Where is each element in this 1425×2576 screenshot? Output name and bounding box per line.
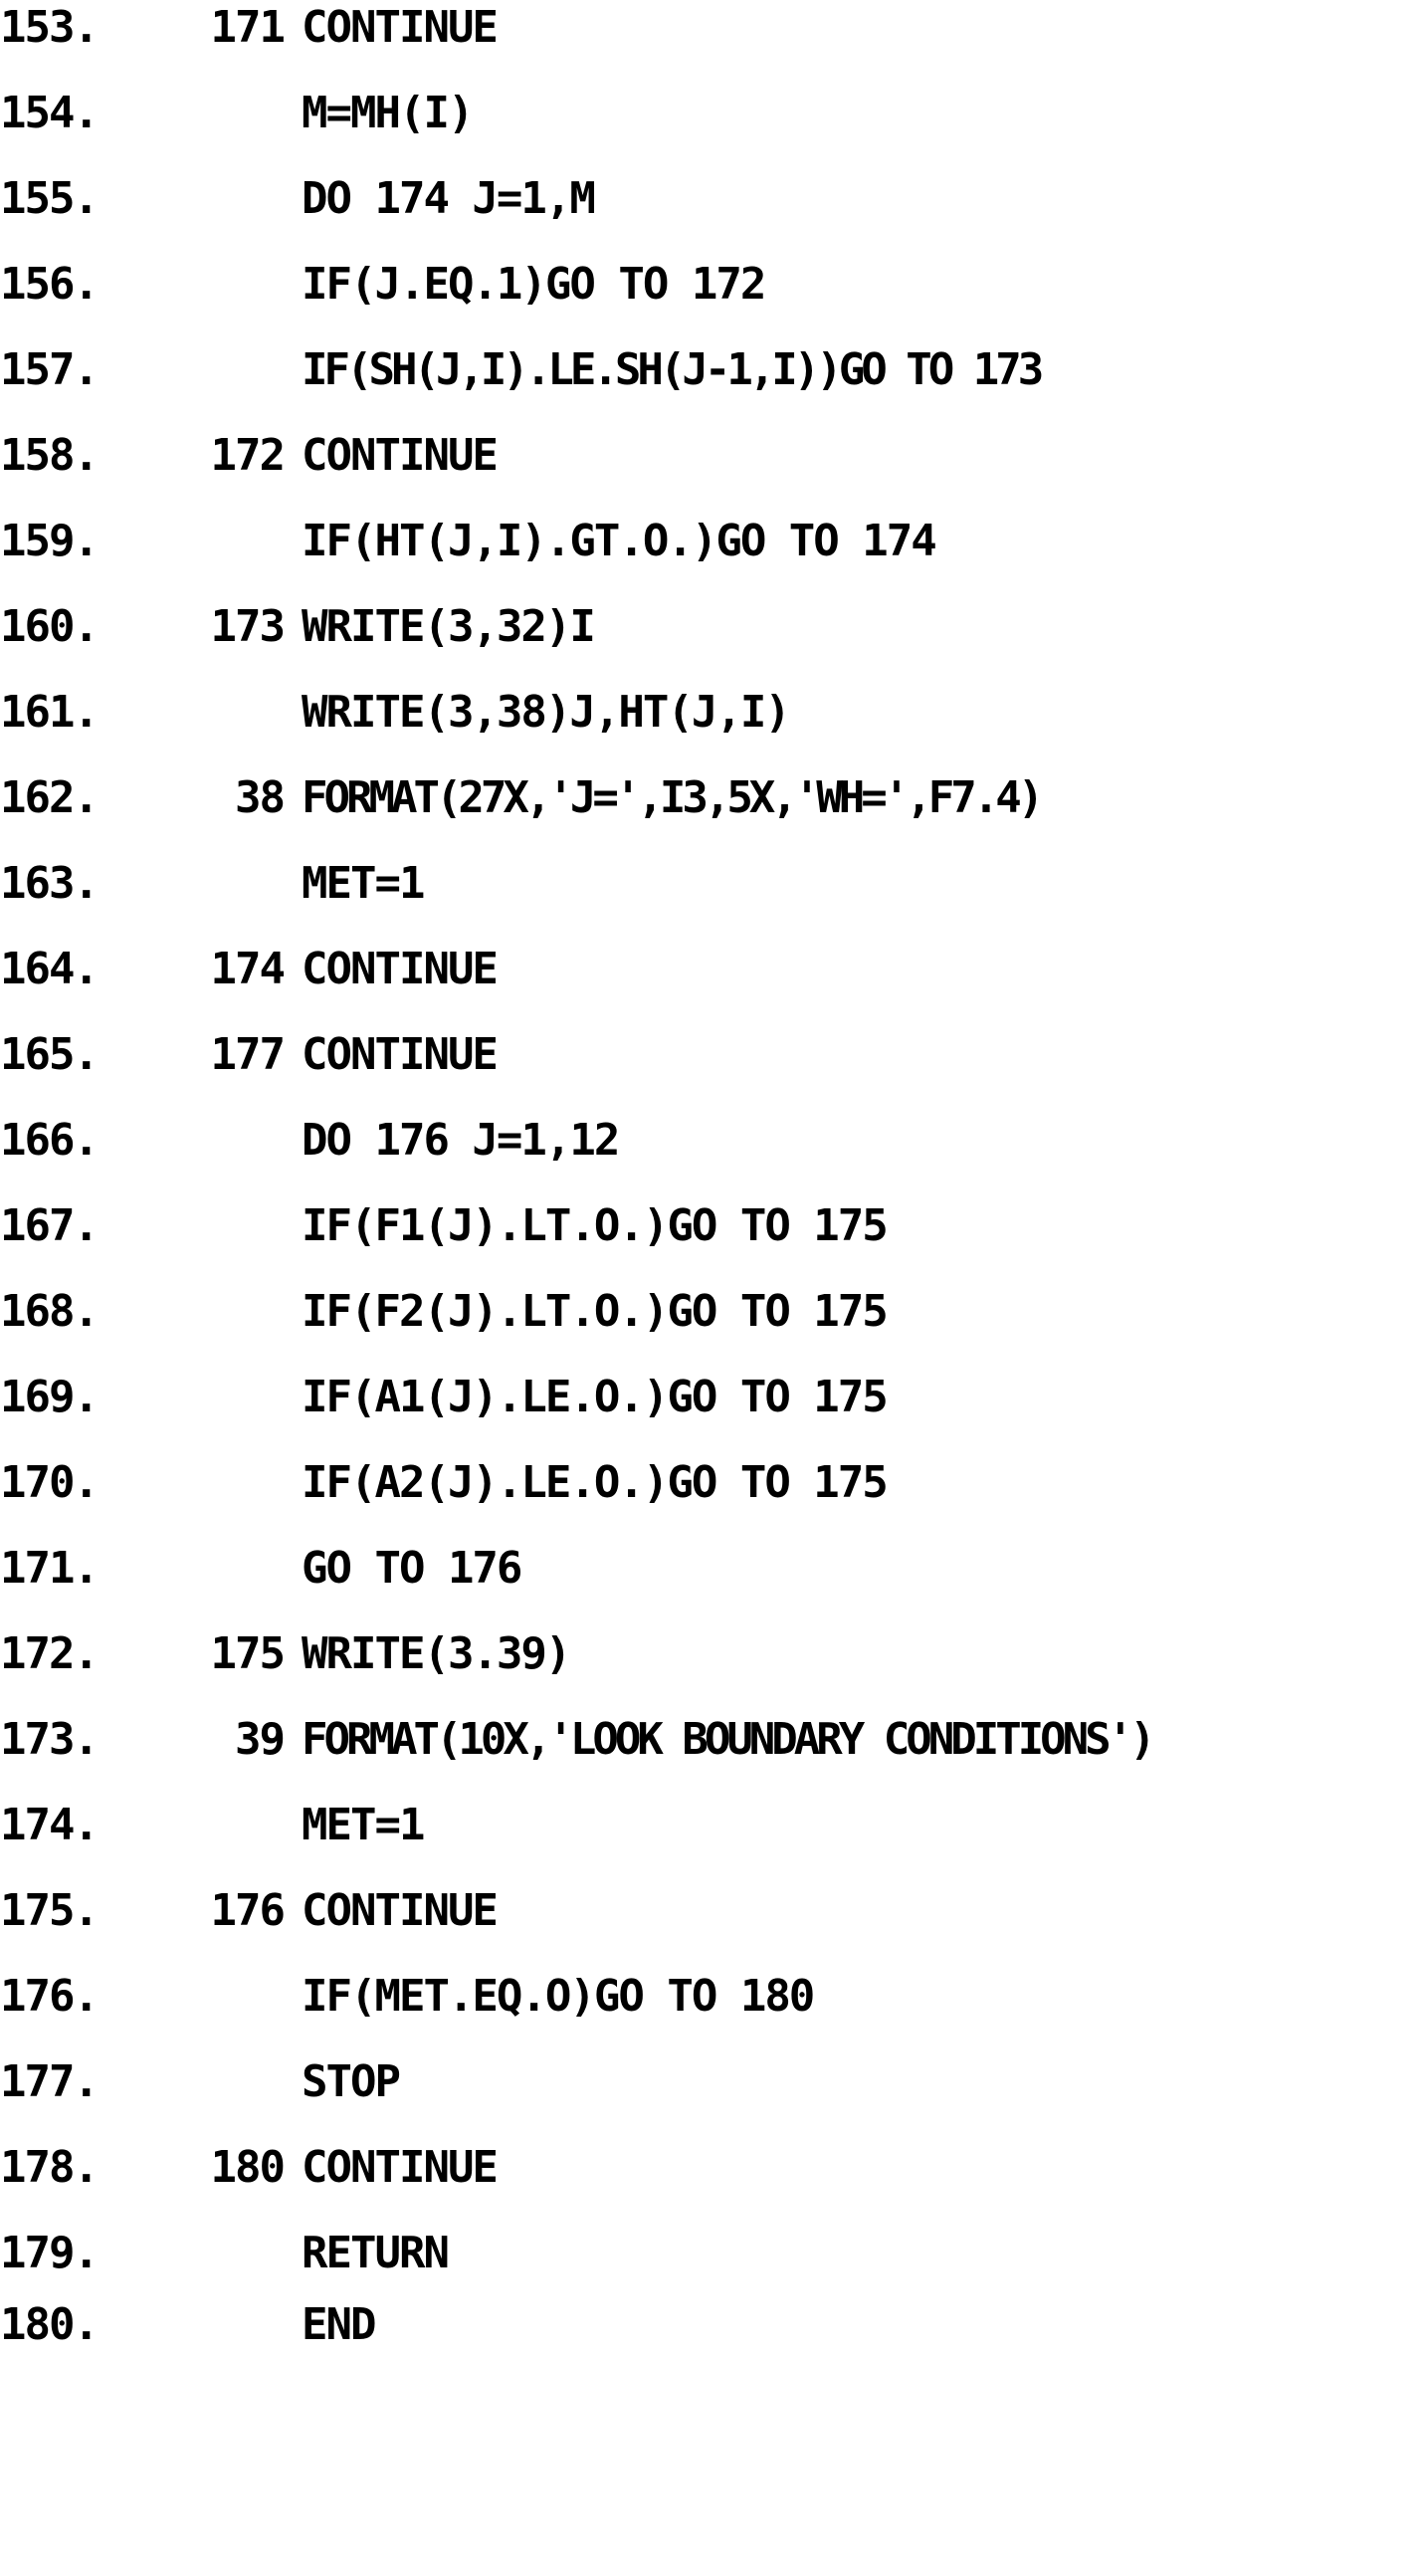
code-line xyxy=(0,2297,1425,2353)
fortran-statement: MET=1 xyxy=(302,1800,424,1850)
line-number: 179. xyxy=(0,2228,98,2278)
code-line xyxy=(0,1198,1425,1284)
fortran-statement: GO TO 176 xyxy=(302,1543,521,1594)
code-line xyxy=(0,1027,1425,1113)
fortran-statement: IF(HT(J,I).GT.O.)GO TO 174 xyxy=(302,516,935,566)
code-line xyxy=(0,856,1425,942)
fortran-statement: RETURN xyxy=(302,2228,448,2278)
code-line xyxy=(0,1284,1425,1370)
fortran-statement: FORMAT(27X,'J=',I3,5X,'WH=',F7.4) xyxy=(302,772,1041,823)
code-line xyxy=(0,1798,1425,1883)
line-number: 167. xyxy=(0,1200,98,1251)
line-number: 160. xyxy=(0,601,98,652)
code-line xyxy=(0,685,1425,770)
line-number: 157. xyxy=(0,344,98,395)
statement-label: 171 xyxy=(210,2,284,53)
statement-label: 38 xyxy=(235,772,284,823)
line-number: 155. xyxy=(0,173,98,224)
fortran-statement: DO 176 J=1,12 xyxy=(302,1115,619,1166)
fortran-statement: M=MH(I) xyxy=(302,88,473,138)
code-line xyxy=(0,942,1425,1027)
fortran-statement: IF(MET.EQ.O)GO TO 180 xyxy=(302,1971,814,2022)
fortran-statement: IF(F1(J).LT.O.)GO TO 175 xyxy=(302,1200,887,1251)
fortran-statement: CONTINUE xyxy=(302,1885,497,1936)
line-number: 158. xyxy=(0,430,98,481)
fortran-statement: IF(J.EQ.1)GO TO 172 xyxy=(302,259,765,310)
statement-label: 39 xyxy=(235,1714,284,1765)
code-line xyxy=(0,0,1425,86)
line-number: 174. xyxy=(0,1800,98,1850)
line-number: 168. xyxy=(0,1286,98,1337)
fortran-statement: WRITE(3,38)J,HT(J,I) xyxy=(302,687,789,738)
fortran-statement: CONTINUE xyxy=(302,2142,497,2193)
line-number: 175. xyxy=(0,1885,98,1936)
line-number: 176. xyxy=(0,1971,98,2022)
line-number: 173. xyxy=(0,1714,98,1765)
fortran-statement: CONTINUE xyxy=(302,2,497,53)
fortran-statement: END xyxy=(302,2299,375,2350)
statement-label: 176 xyxy=(210,1885,284,1936)
statement-label: 175 xyxy=(210,1628,284,1679)
code-line xyxy=(0,599,1425,685)
line-number: 161. xyxy=(0,687,98,738)
fortran-statement: IF(A1(J).LE.O.)GO TO 175 xyxy=(302,1372,887,1422)
fortran-statement: IF(A2(J).LE.O.)GO TO 175 xyxy=(302,1457,887,1508)
code-line xyxy=(0,342,1425,428)
code-line xyxy=(0,1113,1425,1198)
fortran-statement: STOP xyxy=(302,2056,399,2107)
line-number: 170. xyxy=(0,1457,98,1508)
code-line xyxy=(0,514,1425,599)
line-number: 180. xyxy=(0,2299,98,2350)
fortran-statement: DO 174 J=1,M xyxy=(302,173,594,224)
code-line xyxy=(0,428,1425,514)
line-number: 177. xyxy=(0,2056,98,2107)
fortran-statement: MET=1 xyxy=(302,858,424,909)
line-number: 154. xyxy=(0,88,98,138)
line-number: 172. xyxy=(0,1628,98,1679)
code-line xyxy=(0,1455,1425,1541)
code-line xyxy=(0,1626,1425,1712)
line-number: 178. xyxy=(0,2142,98,2193)
code-line xyxy=(0,2054,1425,2140)
fortran-statement: FORMAT(10X,'LOOK BOUNDARY CONDITIONS') xyxy=(302,1714,1152,1765)
statement-label: 177 xyxy=(210,1029,284,1080)
code-line xyxy=(0,171,1425,257)
line-number: 164. xyxy=(0,944,98,994)
fortran-statement: IF(SH(J,I).LE.SH(J-1,I))GO TO 173 xyxy=(302,344,1041,395)
line-number: 162. xyxy=(0,772,98,823)
line-number: 153. xyxy=(0,2,98,53)
line-number: 163. xyxy=(0,858,98,909)
fortran-statement: WRITE(3.39) xyxy=(302,1628,570,1679)
fortran-statement: CONTINUE xyxy=(302,944,497,994)
code-line xyxy=(0,1541,1425,1626)
line-number: 169. xyxy=(0,1372,98,1422)
code-line xyxy=(0,86,1425,171)
statement-label: 172 xyxy=(210,430,284,481)
line-number: 159. xyxy=(0,516,98,566)
code-line xyxy=(0,1883,1425,1969)
line-number: 171. xyxy=(0,1543,98,1594)
fortran-statement: CONTINUE xyxy=(302,1029,497,1080)
statement-label: 180 xyxy=(210,2142,284,2193)
line-number: 166. xyxy=(0,1115,98,1166)
code-line xyxy=(0,1370,1425,1455)
fortran-statement: WRITE(3,32)I xyxy=(302,601,594,652)
statement-label: 174 xyxy=(210,944,284,994)
code-line xyxy=(0,1969,1425,2054)
line-number: 165. xyxy=(0,1029,98,1080)
code-line xyxy=(0,2140,1425,2226)
code-line xyxy=(0,1712,1425,1798)
fortran-statement: CONTINUE xyxy=(302,430,497,481)
code-line xyxy=(0,770,1425,856)
line-number: 156. xyxy=(0,259,98,310)
code-line xyxy=(0,257,1425,342)
fortran-statement: IF(F2(J).LT.O.)GO TO 175 xyxy=(302,1286,887,1337)
statement-label: 173 xyxy=(210,601,284,652)
